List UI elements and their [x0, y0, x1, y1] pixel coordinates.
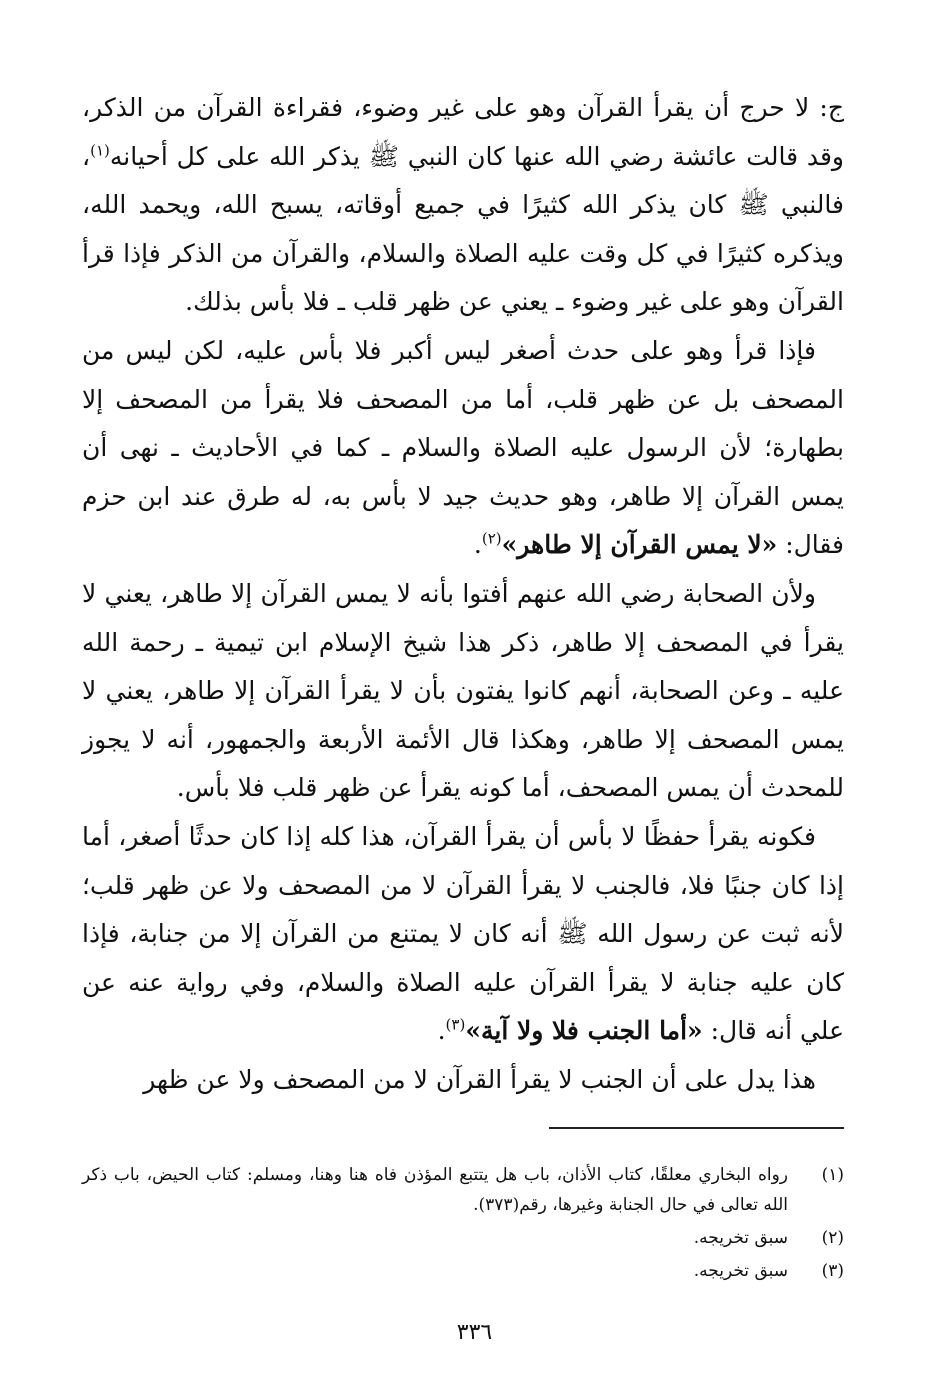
- paragraph-3: ولأن الصحابة رضي الله عنهم أفتوا بأنه لا يمس القرآن إلا طاهر، يعني لا يقرأ في المصحف إلا طاهر، ذكر هذا شيخ الإسلام ابن تيمية ـ رحمة الله عليه ـ وعن الصحابة، أنهم كانوا يفتون بأن لا يقرأ القرآن إلا طاهر، يعني لا يمس المصحف إلا طاهر، وهكذا قال الأئمة الأربعة والجمهور، أنه لا يجوز للمحدث أن يمس المصحف، أما كونه يقرأ عن ظهر قلب فلا بأس.: [82, 578, 844, 803]
- paragraph-2-text-b: .: [473, 530, 482, 560]
- footnote-3: [82, 1256, 844, 1286]
- paragraph-1: [82, 84, 844, 327]
- footnote-1-number: (١): [821, 1165, 844, 1185]
- paragraph-1-text-a: ج: لا حرج أن يقرأ القرآن وهو على غير وضوء، فقراءة القرآن من الذكر، وقد قالت عائشة رضي الله عنها كان النبي ﷺ يذكر الله على كل أحيانه: [82, 93, 844, 171]
- paragraph-2-text-a: فإذا قرأ وهو على حدث أصغر ليس أكبر فلا بأس عليه، لكن ليس من المصحف بل عن ظهر قلب، أما من المصحف فلا يقرأ من المصحف إلا بطهارة؛ لأن الرسول عليه الصلاة والسلام ـ كما في الأحاديث ـ نهى أن يمس القرآن إلا طاهر، وهو حديث جيد لا بأس به، له طرق عند ابن حزم فقال:: [82, 335, 844, 560]
- paragraph-4: [82, 813, 844, 1056]
- footnote-ref-2[interactable]: (٢): [481, 530, 502, 549]
- footnote-3-number: (٣): [821, 1261, 844, 1281]
- hadith-quote-2: «أما الجنب فلا ولا آية»: [465, 1016, 703, 1046]
- footnote-separator: [82, 1127, 844, 1153]
- page-number: ٣٣٦: [456, 1320, 493, 1345]
- paragraph-1-text-b: ، فالنبي ﷺ كان يذكر الله كثيرًا في جميع أوقاته، يسبح الله، ويحمد الله، ويذكره كثيرًا في كل وقت عليه الصلاة والسلام، والقرآن من الذكر فإذا قرأ القرآن وهو على غير وضوء ـ يعني عن ظهر قلب ـ فلا بأس بذلك.: [82, 141, 844, 317]
- footnote-2-text: سبق تخريجه.: [693, 1228, 788, 1248]
- footnote-1-text: رواه البخاري معلقًا، كتاب الأذان، باب هل يتتبع المؤذن فاه هنا وهنا، ومسلم: كتاب الحيض، باب ذكر الله تعالى في حال الجنابة وغيرها، رقم(٣٧٣).: [82, 1165, 788, 1215]
- footnote-separator-line: [549, 1127, 844, 1129]
- footnote-ref-3[interactable]: (٣): [445, 1015, 466, 1034]
- footnote-2: [82, 1223, 844, 1253]
- footnotes: [82, 1160, 844, 1289]
- main-text: [82, 84, 844, 1104]
- paragraph-2: [82, 327, 844, 570]
- footnote-3-text: سبق تخريجه.: [693, 1261, 788, 1281]
- footnote-2-number: (٢): [821, 1228, 844, 1248]
- footnote-ref-1[interactable]: (١): [90, 141, 110, 160]
- paragraph-4-text-b: .: [437, 1016, 446, 1046]
- hadith-quote-1: «لا يمس القرآن إلا طاهر»: [501, 530, 778, 560]
- paragraph-4-text-a: فكونه يقرأ حفظًا لا بأس أن يقرأ القرآن، هذا كله إذا كان حدثًا أصغر، أما إذا كان جنبًا فلا، فالجنب لا يقرأ القرآن لا من المصحف ولا عن ظهر قلب؛ لأنه ثبت عن رسول الله ﷺ أنه كان لا يمتنع من القرآن إلا من جنابة، فإذا كان عليه جنابة لا يقرأ القرآن عليه الصلاة والسلام، وفي رواية عنه عن علي أنه قال:: [82, 821, 844, 1046]
- paragraph-5: هذا يدل على أن الجنب لا يقرأ القرآن لا من المصحف ولا عن ظهر: [143, 1064, 816, 1094]
- footnote-1: [82, 1160, 844, 1220]
